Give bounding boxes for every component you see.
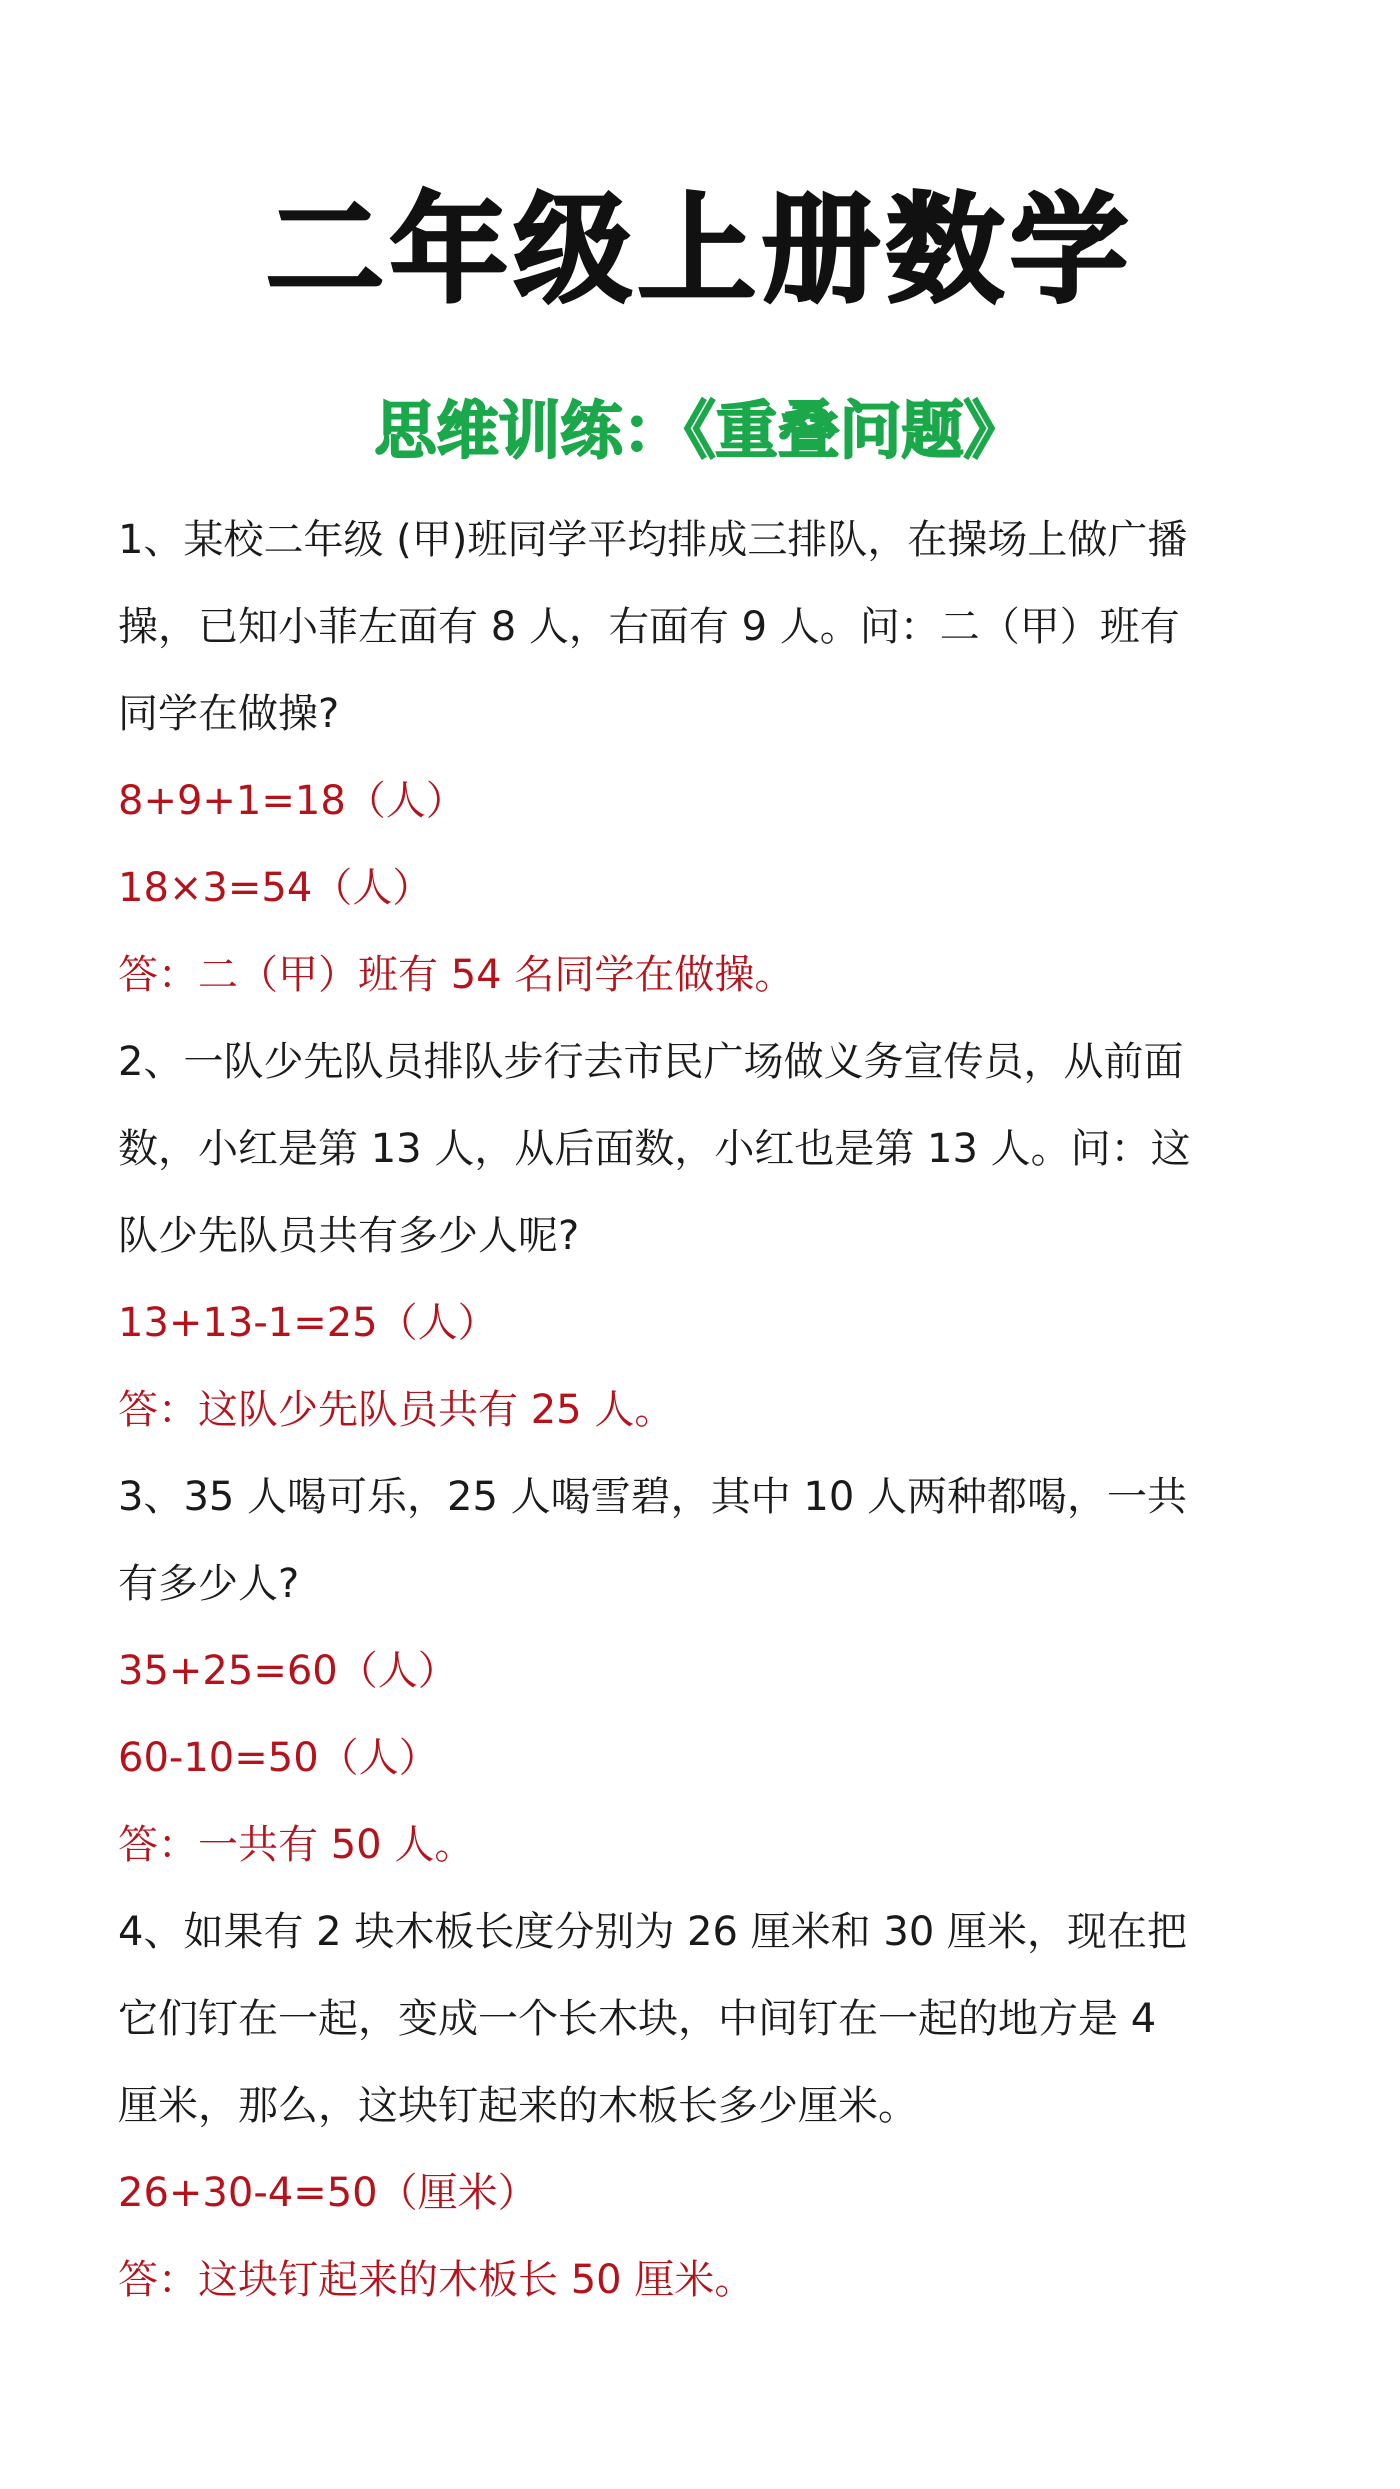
- question-line: 3、35 人喝可乐，25 人喝雪碧，其中 10 人两种都喝，一共: [118, 1474, 1188, 1520]
- problem-list: [118, 497, 1293, 2324]
- answer-line: 60-10=50（人）: [118, 1735, 439, 1781]
- answer-line: 答：这队少先队员共有 25 人。: [118, 1387, 675, 1433]
- page-subtitle: 思维训练：《重叠问题》: [374, 394, 1026, 467]
- question-line: 数，小红是第 13 人，从后面数，小红也是第 13 人。问：这: [118, 1126, 1191, 1172]
- answer-line: 答：这块钉起来的木板长 50 厘米。: [118, 2257, 755, 2303]
- answer-line: 答：二（甲）班有 54 名同学在做操。: [118, 952, 795, 998]
- question-line: 厘米，那么，这块钉起来的木板长多少厘米。: [118, 2083, 918, 2129]
- question-line: 操，已知小菲左面有 8 人，右面有 9 人。问：二（甲）班有: [118, 604, 1180, 650]
- question-line: 队少先队员共有多少人呢?: [118, 1213, 580, 1259]
- question-line: 2、一队少先队员排队步行去市民广场做义务宣传员，从前面: [118, 1039, 1184, 1085]
- question-line: 有多少人?: [118, 1561, 300, 1607]
- page-title: 二年级上册数学: [265, 181, 1134, 319]
- answer-line: 18×3=54（人）: [118, 865, 433, 911]
- question-line: 4、如果有 2 块木板长度分别为 26 厘米和 30 厘米，现在把: [118, 1909, 1187, 1955]
- answer-line: 8+9+1=18（人）: [118, 778, 466, 824]
- question-line: 1、某校二年级 (甲)班同学平均排成三排队，在操场上做广播: [118, 517, 1188, 563]
- answer-line: 13+13-1=25（人）: [118, 1300, 498, 1346]
- question-line: 同学在做操?: [118, 691, 340, 737]
- answer-line: 35+25=60（人）: [118, 1648, 458, 1694]
- question-line: 它们钉在一起，变成一个长木块，中间钉在一起的地方是 4: [118, 1996, 1157, 2042]
- answer-line: 答：一共有 50 人。: [118, 1822, 475, 1868]
- answer-line: 26+30-4=50（厘米）: [118, 2170, 538, 2216]
